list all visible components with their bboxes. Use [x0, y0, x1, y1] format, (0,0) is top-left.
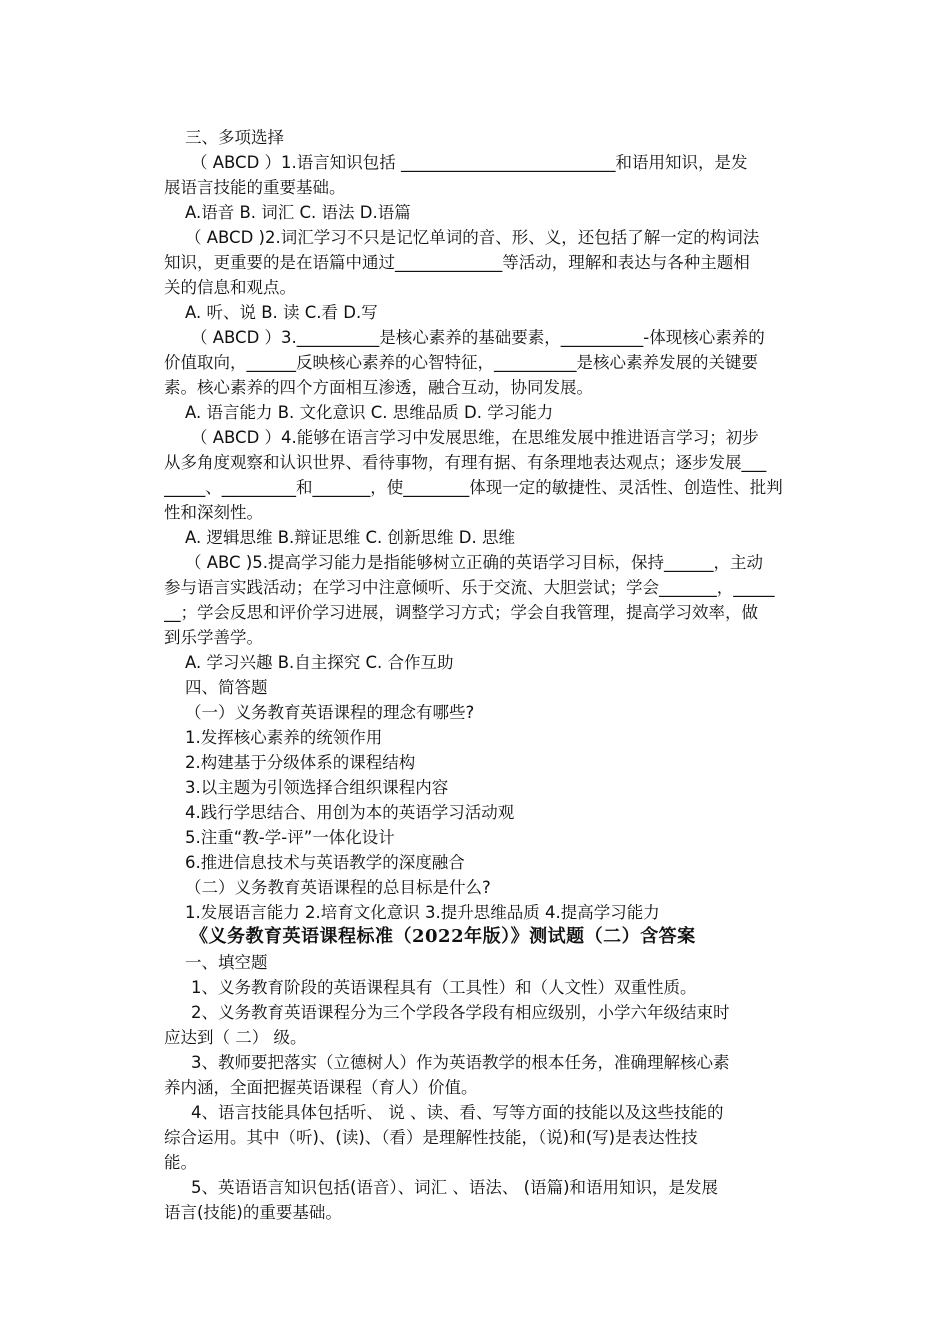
question-2-line-2: 知识，更重要的是在语篇中通过_____________等活动，理解和表达与各种主题相: [164, 253, 750, 272]
short-answer-1-item-5: 5.注重“教-学-评”一体化设计: [185, 828, 395, 847]
fill-in-4-line-2: 综合运用。其中（听)、(读)、（看）是理解性技能，（说)和(写)是表达性技: [164, 1128, 698, 1147]
short-answer-2-answer: 1.发展语言能力 2.培育文化意识 3.提升思维品质 4.提高学习能力: [185, 903, 660, 922]
fill-in-3-line-1: 3、教师要把落实（立德树人）作为英语教学的根本任务，准确理解核心素: [191, 1053, 730, 1072]
fill-in-4-line-1: 4、语言技能具体包括听、 说 、读、看、写等方面的技能以及这些技能的: [191, 1103, 724, 1122]
question-3-line-2: 价值取向，______反映核心素养的心智特征，__________是核心素养发展的关键要: [164, 353, 758, 372]
question-1-line-2: 展语言技能的重要基础。: [164, 178, 346, 197]
fill-in-4-line-3: 能。: [164, 1153, 197, 1172]
fill-in-2-line-2: 应达到（ 二） 级。: [164, 1028, 307, 1047]
question-1-options: A.语音 B. 词汇 C. 语法 D.语篇: [185, 203, 411, 222]
fill-in-1: 1、义务教育阶段的英语课程具有（工具性）和（人文性）双重性质。: [191, 978, 697, 997]
section-heading-short-answer: 四、简答题: [185, 678, 268, 697]
question-5-line-1: （ ABC )5.提高学习能力是指能够树立正确的英语学习目标，保持______，主动: [185, 553, 764, 572]
question-2-line-3: 关的信息和观点。: [164, 278, 296, 297]
fill-in-5-line-2: 语言(技能)的重要基础。: [164, 1203, 342, 1222]
question-5-line-3: __；学会反思和评价学习进展，调整学习方式；学会自我管理，提高学习效率，做: [164, 603, 758, 622]
question-5-options: A. 学习兴趣 B.自主探究 C. 合作互助: [185, 653, 454, 672]
short-answer-2-question: （二）义务教育英语课程的总目标是什么?: [185, 878, 491, 897]
question-3-line-1: （ ABCD ）3.__________是核心素养的基础要素，__________-体现核心素养的: [191, 328, 765, 347]
short-answer-1-item-3: 3.以主题为引领选择合组织课程内容: [185, 778, 449, 797]
question-4-options: A. 逻辑思维 B.辩证思维 C. 创新思维 D. 思维: [185, 528, 515, 547]
question-4-line-2: 从多角度观察和认识世界、看待事物，有理有据、有条理地表达观点；逐步发展___: [164, 453, 767, 472]
question-2-line-1: （ ABCD )2.词汇学习不只是记忆单词的音、形、义，还包括了解一定的构词法: [185, 228, 760, 247]
question-2-options: A. 听、说 B. 读 C.看 D.写: [185, 303, 378, 322]
test-title: 《义务教育英语课程标准（2022年版）》测试题（二）含答案: [190, 926, 696, 947]
short-answer-1-item-1: 1.发挥核心素养的统领作用: [185, 728, 383, 747]
question-3-options: A. 语言能力 B. 文化意识 C. 思维品质 D. 学习能力: [185, 403, 554, 422]
short-answer-1-item-2: 2.构建基于分级体系的课程结构: [185, 753, 416, 772]
section-heading-multiple-choice: 三、多项选择: [185, 128, 284, 147]
short-answer-1-item-4: 4.践行学思结合、用创为本的英语学习活动观: [185, 803, 515, 822]
question-5-line-2: 参与语言实践活动；在学习中注意倾听、乐于交流、大胆尝试；学会_______，_____: [164, 578, 775, 597]
fill-in-2-line-1: 2、义务教育英语课程分为三个学段各学段有相应级别，小学六年级结束时: [191, 1003, 730, 1022]
question-4-line-1: （ ABCD ）4.能够在语言学习中发展思维，在思维发展中推进语言学习；初步: [191, 428, 759, 447]
question-4-line-3: _____、_________和_______，使________体现一定的敏捷性、灵活性、创造性、批判: [164, 478, 783, 497]
short-answer-1-item-6: 6.推进信息技术与英语教学的深度融合: [185, 853, 465, 872]
fill-in-5-line-1: 5、英语语言知识包括(语音）、词汇 、语法、 (语篇)和语用知识，是发展: [191, 1178, 719, 1197]
question-4-line-4: 性和深刻性。: [164, 503, 263, 522]
question-1-line-1: （ ABCD ）1.语言知识包括 __________________________和语用知识，是发: [191, 153, 748, 172]
fill-in-3-line-2: 养内涵，全面把握英语课程（育人）价值。: [164, 1078, 478, 1097]
question-5-line-4: 到乐学善学。: [164, 628, 263, 647]
short-answer-1-question: （一）义务教育英语课程的理念有哪些?: [185, 703, 475, 722]
question-3-line-3: 素。核心素养的四个方面相互渗透，融合互动，协同发展。: [164, 378, 593, 397]
section-heading-fill-in: 一、填空题: [185, 953, 268, 972]
